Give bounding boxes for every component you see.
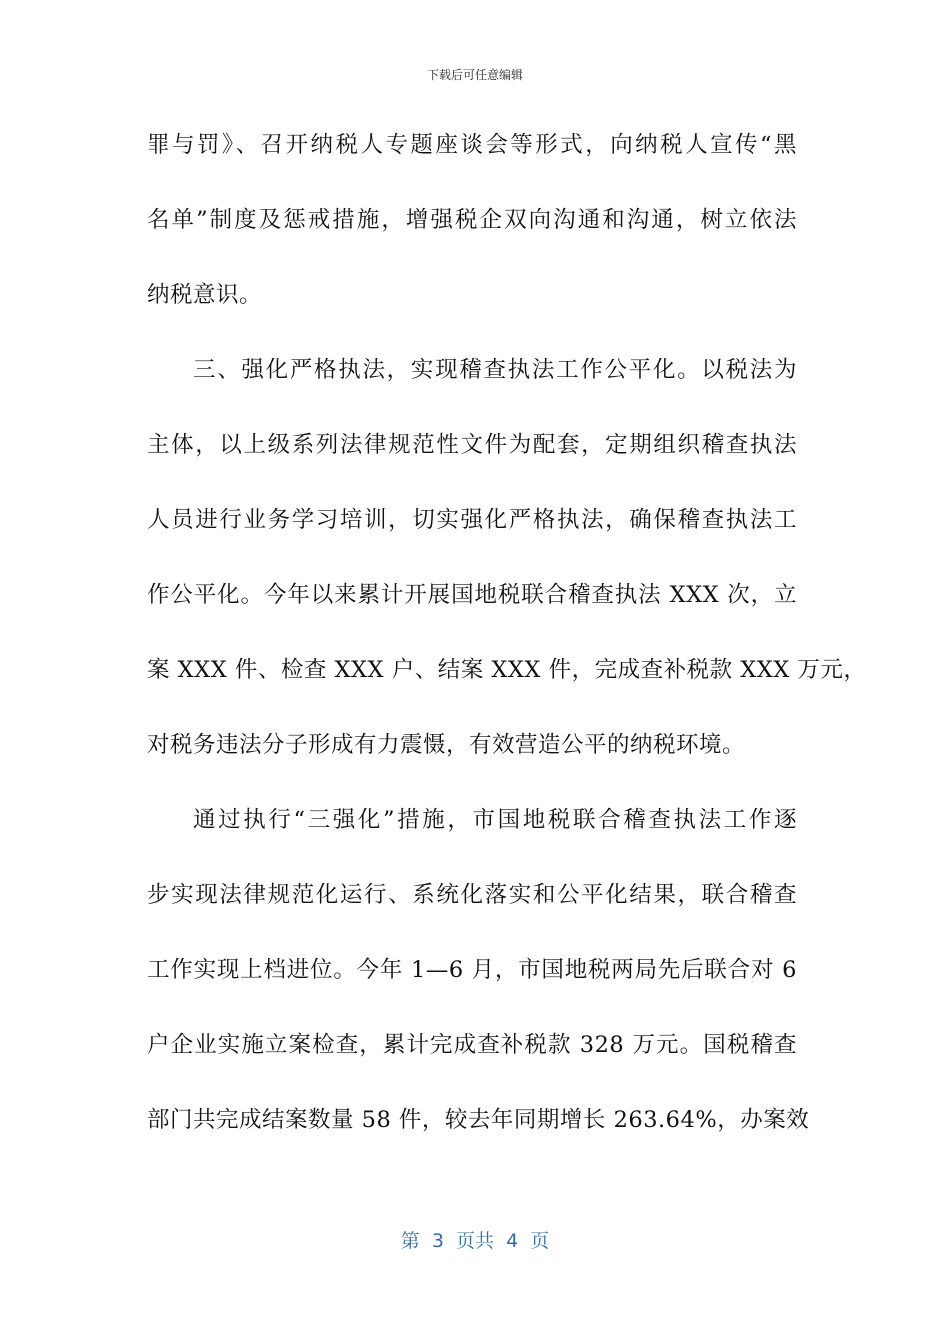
text-line: 对税务违法分子形成有力震慑，有效营造公平的纳税环境。	[147, 732, 746, 758]
text-line: 名单”制度及惩戒措施，增强税企双向沟通和沟通，树立依法	[147, 207, 797, 233]
text-line: 案 XXX 件、检查 XXX 户、结案 XXX 件，完成查补税款 XXX 万元，	[147, 657, 867, 683]
text-line: 部门共完成结案数量 58 件，较去年同期增长 263.64%，办案效	[147, 1107, 810, 1133]
text-line: 步实现法律规范化运行、系统化落实和公平化结果，联合稽查	[147, 882, 797, 908]
page-number-footer: 第 3 页共 4 页	[400, 1230, 550, 1252]
text-line: 作公平化。今年以来累计开展国地税联合稽查执法 XXX 次，立	[147, 582, 797, 608]
text-line: 纳税意识。	[147, 282, 263, 308]
header-note: 下载后可任意编辑	[426, 68, 523, 82]
text-line: 通过执行“三强化”措施，市国地税联合稽查执法工作逐	[193, 807, 797, 833]
text-line: 人员进行业务学习培训，切实强化严格执法，确保稽查执法工	[147, 507, 797, 533]
text-line: 户企业实施立案检查，累计完成查补税款 328 万元。国税稽查	[147, 1032, 797, 1058]
text-line: 罪与罚》、召开纳税人专题座谈会等形式，向纳税人宣传“黑	[147, 132, 797, 158]
document-body	[147, 120, 867, 1170]
text-line: 三、强化严格执法，实现稽查执法工作公平化。以税法为	[193, 357, 797, 383]
text-line: 主体，以上级系列法律规范性文件为配套，定期组织稽查执法	[147, 432, 797, 458]
text-line: 工作实现上档进位。今年 1—6 月，市国地税两局先后联合对 6	[147, 957, 797, 983]
